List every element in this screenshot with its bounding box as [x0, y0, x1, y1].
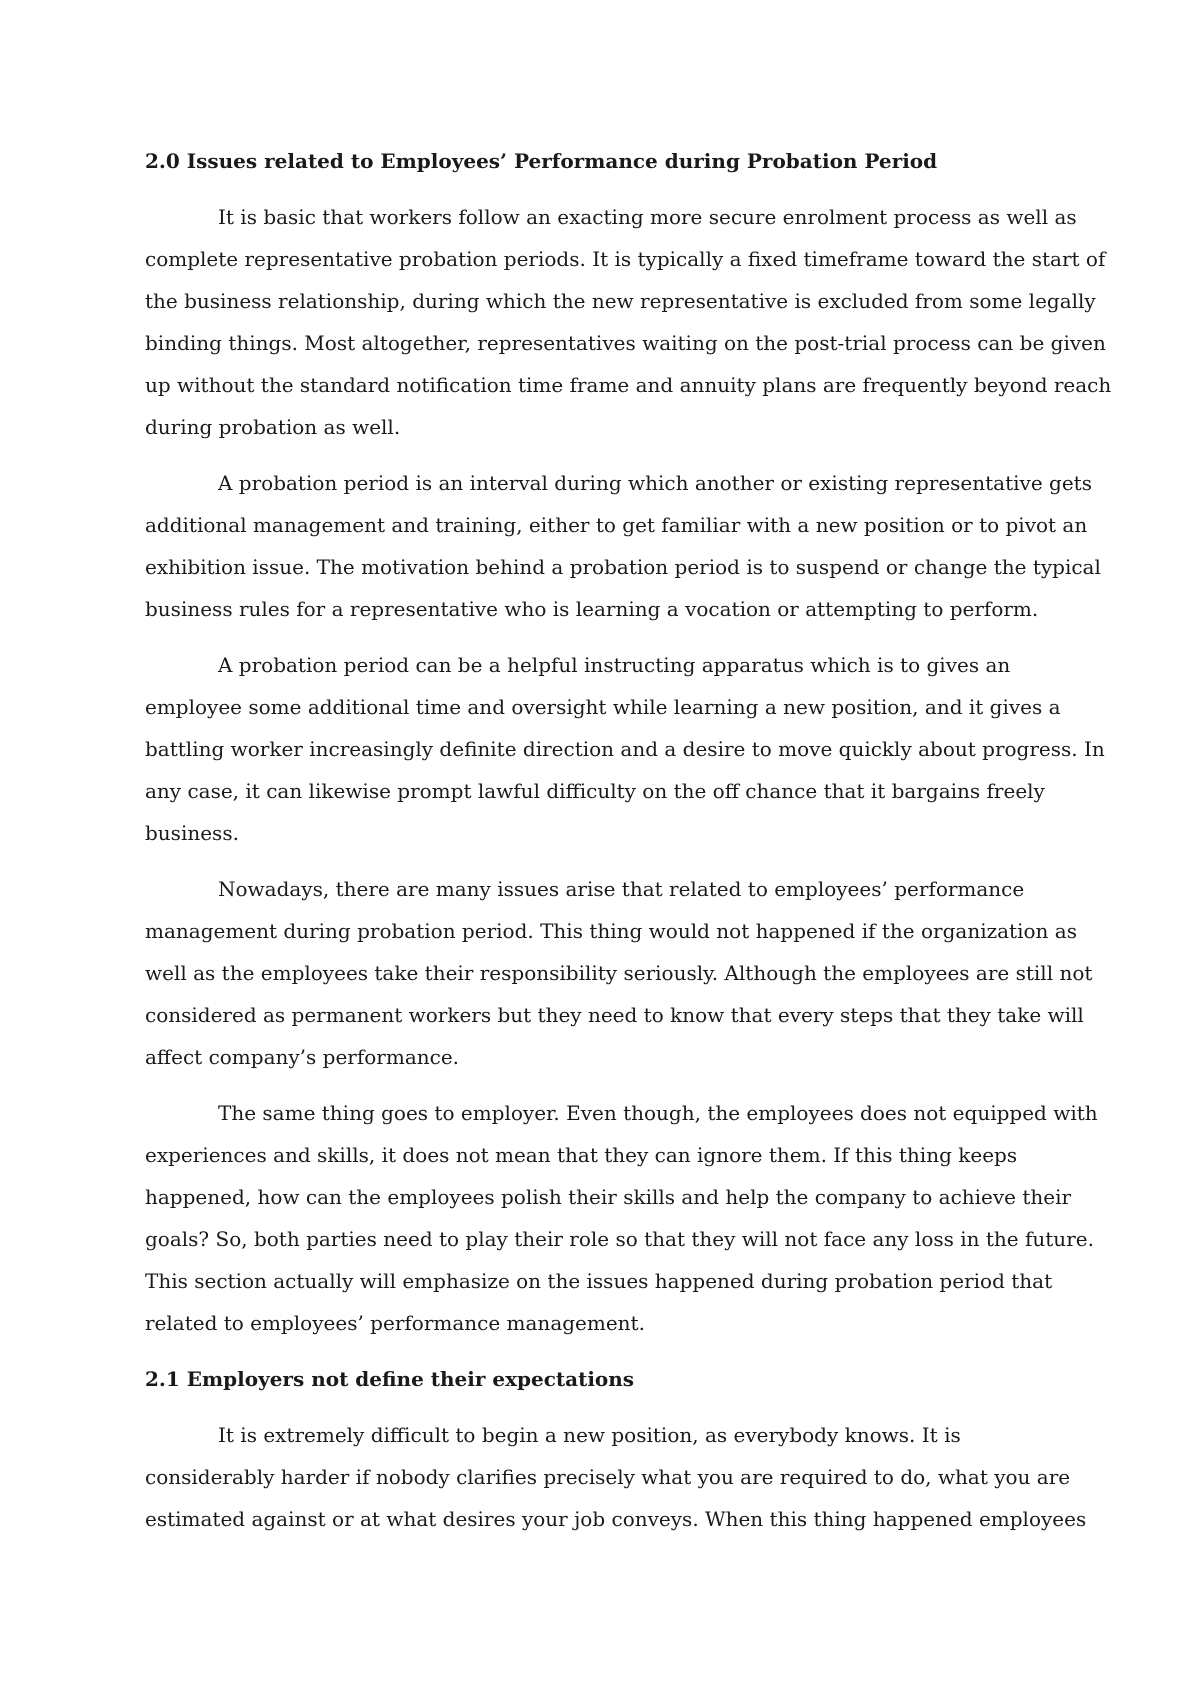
- document-body: [145, 140, 1112, 1554]
- text-line: It is extremely difficult to begin a new position, as everybody knows. It is: [218, 1423, 961, 1447]
- text-line: related to employees’ performance management.: [145, 1311, 645, 1335]
- section-heading-2-0: 2.0 Issues related to Employees’ Performance during Probation Period: [145, 149, 938, 173]
- text-line: Nowadays, there are many issues arise that related to employees’ performance: [218, 877, 1025, 901]
- text-line: A probation period is an interval during which another or existing representative gets: [218, 471, 1092, 495]
- text-line: goals? So, both parties need to play their role so that they will not face any loss in the future.: [145, 1227, 1094, 1251]
- text-line: A probation period can be a helpful instructing apparatus which is to gives an: [218, 653, 1011, 677]
- text-line: employee some additional time and oversight while learning a new position, and it gives a: [145, 695, 1061, 719]
- text-line: business.: [145, 821, 239, 845]
- text-line: any case, it can likewise prompt lawful difficulty on the off chance that it bargains freely: [145, 779, 1045, 803]
- text-line: battling worker increasingly definite direction and a desire to move quickly about progress. In: [145, 737, 1105, 761]
- text-line: the business relationship, during which the new representative is excluded from some legally: [145, 289, 1096, 313]
- paragraph: [145, 1414, 1087, 1540]
- paragraph: [145, 868, 1093, 1078]
- text-line: binding things. Most altogether, representatives waiting on the post-trial process can be given: [145, 331, 1106, 355]
- text-line: additional management and training, either to get familiar with a new position or to pivot an: [145, 513, 1088, 537]
- paragraph: [145, 196, 1112, 448]
- text-line: It is basic that workers follow an exacting more secure enrolment process as well as: [218, 205, 1077, 229]
- paragraph: [145, 462, 1101, 630]
- text-line: This section actually will emphasize on the issues happened during probation period that: [145, 1269, 1053, 1293]
- text-line: affect company’s performance.: [145, 1045, 460, 1069]
- text-line: experiences and skills, it does not mean that they can ignore them. If this thing keeps: [145, 1143, 1018, 1167]
- text-line: business rules for a representative who is learning a vocation or attempting to perform.: [145, 597, 1039, 621]
- section-heading-2-1: 2.1 Employers not define their expectations: [145, 1367, 635, 1391]
- text-line: happened, how can the employees polish their skills and help the company to achieve their: [145, 1185, 1072, 1209]
- paragraph: [145, 644, 1105, 854]
- text-line: complete representative probation periods. It is typically a fixed timeframe toward the start of: [145, 247, 1106, 271]
- text-line: The same thing goes to employer. Even though, the employees does not equipped with: [218, 1101, 1098, 1125]
- text-line: management during probation period. This thing would not happened if the organization as: [145, 919, 1077, 943]
- text-line: considerably harder if nobody clarifies precisely what you are required to do, what you are: [145, 1465, 1071, 1489]
- paragraph: [145, 1092, 1098, 1344]
- text-line: well as the employees take their responsibility seriously. Although the employees are still not: [145, 961, 1093, 985]
- text-line: up without the standard notification time frame and annuity plans are frequently beyond reach: [145, 373, 1112, 397]
- text-line: exhibition issue. The motivation behind a probation period is to suspend or change the typical: [145, 555, 1101, 579]
- text-line: during probation as well.: [145, 415, 401, 439]
- text-line: considered as permanent workers but they need to know that every steps that they take will: [145, 1003, 1084, 1027]
- text-line: estimated against or at what desires your job conveys. When this thing happened employees: [145, 1507, 1087, 1531]
